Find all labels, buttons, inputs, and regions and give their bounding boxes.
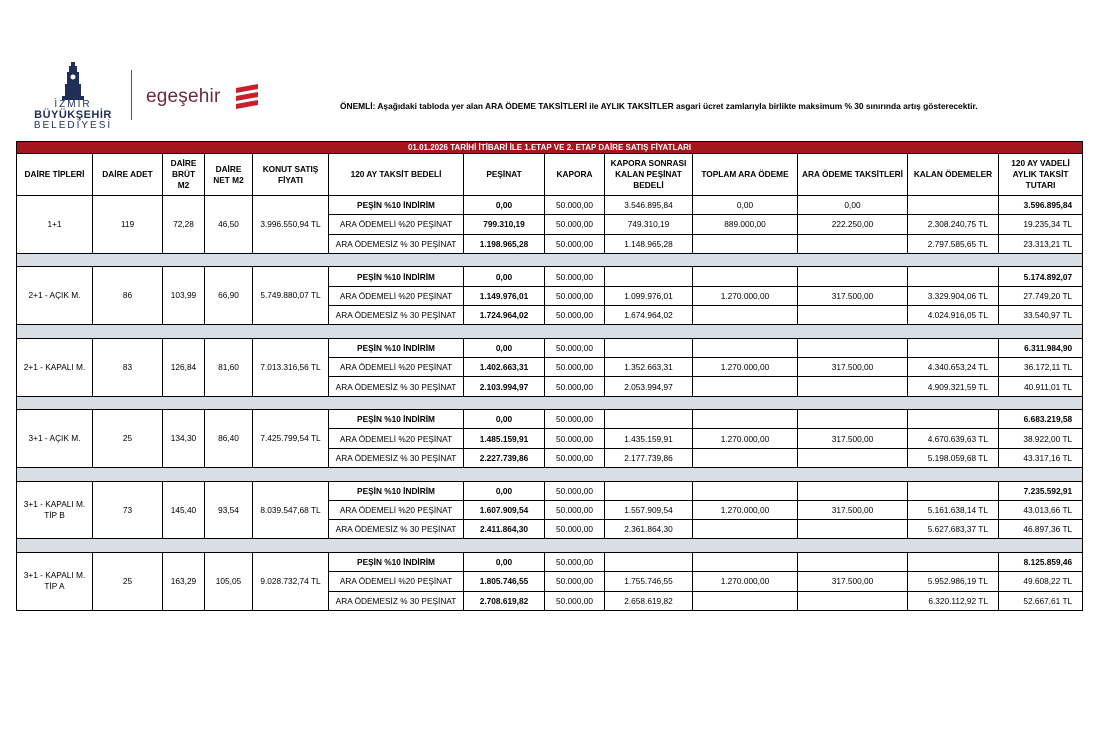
cell-monthly: 27.749,20 TL [999, 286, 1083, 305]
cell-interim-installments: 0,00 [798, 196, 908, 215]
cell-monthly: 33.540,97 TL [999, 305, 1083, 324]
cell-interim-installments [798, 591, 908, 610]
cell-after-deposit [605, 552, 693, 571]
cell-gross: 134,30 [163, 410, 205, 468]
cell-down: 1.607.909,54 [464, 500, 545, 519]
col-header-total-interim: TOPLAM ARA ÖDEME [693, 154, 798, 196]
cell-plan: ARA ÖDEMESİZ % 30 PEŞİNAT [329, 520, 464, 539]
col-header-type: DAİRE TİPLERİ [17, 154, 93, 196]
cell-deposit: 50.000,00 [545, 481, 605, 500]
cell-monthly: 23.313,21 TL [999, 234, 1083, 253]
cell-plan: ARA ÖDEMESİZ % 30 PEŞİNAT [329, 591, 464, 610]
cell-plan: ARA ÖDEMELİ %20 PEŞİNAT [329, 500, 464, 519]
cell-after-deposit: 1.352.663,31 [605, 358, 693, 377]
cell-interim-installments [798, 377, 908, 396]
cell-down: 2.708.619,82 [464, 591, 545, 610]
cell-deposit: 50.000,00 [545, 572, 605, 591]
cell-remaining [908, 196, 999, 215]
cell-plan: PEŞİN %10 İNDİRİM [329, 267, 464, 286]
cell-total-interim [693, 448, 798, 467]
cell-deposit: 50.000,00 [545, 305, 605, 324]
cell-down: 1.485.159,91 [464, 429, 545, 448]
cell-interim-installments [798, 481, 908, 500]
cell-down: 0,00 [464, 267, 545, 286]
cell-monthly: 8.125.859,46 [999, 552, 1083, 571]
cell-monthly: 43.317,16 TL [999, 448, 1083, 467]
cell-monthly: 3.596.895,84 [999, 196, 1083, 215]
cell-deposit: 50.000,00 [545, 286, 605, 305]
cell-monthly: 19.235,34 TL [999, 215, 1083, 234]
price-table [16, 141, 1083, 611]
col-header-count: DAİRE ADET [93, 154, 163, 196]
cell-monthly: 38.922,00 TL [999, 429, 1083, 448]
cell-interim-installments [798, 448, 908, 467]
cell-net: 66,90 [205, 267, 253, 325]
cell-remaining: 5.161.638,14 TL [908, 500, 999, 519]
cell-down: 1.724.964,02 [464, 305, 545, 324]
cell-net: 81,60 [205, 338, 253, 396]
cell-remaining: 6.320.112,92 TL [908, 591, 999, 610]
separator-cell [17, 253, 1083, 267]
group-separator [17, 325, 1083, 339]
cell-down: 0,00 [464, 196, 545, 215]
table-row [17, 410, 1083, 429]
logo-text-belediyesi: BELEDİYESİ [33, 120, 113, 131]
cell-count: 83 [93, 338, 163, 396]
cell-remaining: 4.024.916,05 TL [908, 305, 999, 324]
cell-down: 0,00 [464, 338, 545, 357]
cell-interim-installments [798, 552, 908, 571]
cell-after-deposit [605, 267, 693, 286]
table-row [17, 196, 1083, 215]
cell-down: 1.198.965,28 [464, 234, 545, 253]
cell-deposit: 50.000,00 [545, 448, 605, 467]
cell-remaining: 3.329.904,06 TL [908, 286, 999, 305]
cell-plan: ARA ÖDEMELİ %20 PEŞİNAT [329, 358, 464, 377]
izmir-municipality-logo [28, 62, 118, 132]
cell-plan: ARA ÖDEMESİZ % 30 PEŞİNAT [329, 234, 464, 253]
cell-total-interim [693, 481, 798, 500]
group-separator [17, 396, 1083, 410]
cell-after-deposit [605, 410, 693, 429]
cell-interim-installments [798, 410, 908, 429]
col-header-plan: 120 AY TAKSİT BEDELİ [329, 154, 464, 196]
cell-deposit: 50.000,00 [545, 500, 605, 519]
cell-total-interim: 1.270.000,00 [693, 500, 798, 519]
cell-interim-installments [798, 305, 908, 324]
cell-after-deposit: 1.435.159,91 [605, 429, 693, 448]
clock-tower-icon [58, 62, 88, 100]
cell-total-interim [693, 552, 798, 571]
cell-remaining: 5.627.683,37 TL [908, 520, 999, 539]
cell-gross: 163,29 [163, 552, 205, 610]
cell-down: 0,00 [464, 410, 545, 429]
cell-plan: ARA ÖDEMESİZ % 30 PEŞİNAT [329, 377, 464, 396]
table-row [17, 338, 1083, 357]
logo-text-izmir: İZMİR [54, 99, 92, 110]
cell-deposit: 50.000,00 [545, 410, 605, 429]
cell-after-deposit: 1.099.976,01 [605, 286, 693, 305]
cell-down: 2.227.739,86 [464, 448, 545, 467]
cell-net: 93,54 [205, 481, 253, 539]
cell-total-interim: 1.270.000,00 [693, 572, 798, 591]
cell-monthly: 5.174.892,07 [999, 267, 1083, 286]
cell-total-interim: 0,00 [693, 196, 798, 215]
cell-monthly: 52.667,61 TL [999, 591, 1083, 610]
cell-deposit: 50.000,00 [545, 552, 605, 571]
cell-down: 2.103.994,97 [464, 377, 545, 396]
cell-interim-installments: 317.500,00 [798, 429, 908, 448]
cell-remaining: 2.308.240,75 TL [908, 215, 999, 234]
cell-remaining: 2.797.585,65 TL [908, 234, 999, 253]
cell-interim-installments: 317.500,00 [798, 358, 908, 377]
cell-monthly: 7.235.592,91 [999, 481, 1083, 500]
cell-total-interim [693, 305, 798, 324]
separator-cell [17, 325, 1083, 339]
cell-after-deposit: 1.674.964,02 [605, 305, 693, 324]
separator-cell [17, 396, 1083, 410]
cell-total-interim [693, 338, 798, 357]
cell-gross: 145,40 [163, 481, 205, 539]
cell-interim-installments [798, 234, 908, 253]
cell-type: 1+1 [17, 196, 93, 254]
cell-remaining [908, 338, 999, 357]
cell-interim-installments [798, 267, 908, 286]
cell-after-deposit: 2.361.864,30 [605, 520, 693, 539]
cell-plan: ARA ÖDEMELİ %20 PEŞİNAT [329, 215, 464, 234]
cell-down: 1.402.663,31 [464, 358, 545, 377]
cell-price: 9.028.732,74 TL [253, 552, 329, 610]
cell-after-deposit: 1.148.965,28 [605, 234, 693, 253]
cell-after-deposit [605, 481, 693, 500]
cell-deposit: 50.000,00 [545, 591, 605, 610]
cell-after-deposit: 1.557.909,54 [605, 500, 693, 519]
cell-remaining: 4.340.653,24 TL [908, 358, 999, 377]
cell-monthly: 40.911,01 TL [999, 377, 1083, 396]
cell-count: 25 [93, 410, 163, 468]
cell-remaining [908, 552, 999, 571]
logo-text-buyuksehir: BÜYÜKŞEHİR [34, 109, 112, 121]
cell-deposit: 50.000,00 [545, 377, 605, 396]
cell-deposit: 50.000,00 [545, 520, 605, 539]
cell-after-deposit: 1.755.746,55 [605, 572, 693, 591]
group-separator [17, 468, 1083, 482]
col-header-gross: DAİRE BRÜT M2 [163, 154, 205, 196]
cell-net: 105,05 [205, 552, 253, 610]
cell-interim-installments: 222.250,00 [798, 215, 908, 234]
cell-remaining [908, 410, 999, 429]
cell-type: 2+1 - KAPALI M. [17, 338, 93, 396]
cell-after-deposit: 2.053.994,97 [605, 377, 693, 396]
cell-price: 7.425.799,54 TL [253, 410, 329, 468]
col-header-deposit: KAPORA [545, 154, 605, 196]
cell-after-deposit: 3.546.895,84 [605, 196, 693, 215]
cell-remaining: 5.952.986,19 TL [908, 572, 999, 591]
cell-total-interim [693, 410, 798, 429]
cell-interim-installments [798, 338, 908, 357]
group-separator [17, 539, 1083, 553]
cell-plan: PEŞİN %10 İNDİRİM [329, 338, 464, 357]
logo-divider [131, 70, 132, 120]
cell-price: 5.749.880,07 TL [253, 267, 329, 325]
cell-price: 3.996.550,94 TL [253, 196, 329, 254]
cell-down: 2.411.864,30 [464, 520, 545, 539]
cell-remaining [908, 481, 999, 500]
cell-deposit: 50.000,00 [545, 196, 605, 215]
table-row [17, 481, 1083, 500]
cell-monthly: 43.013,66 TL [999, 500, 1083, 519]
cell-remaining: 5.198.059,68 TL [908, 448, 999, 467]
table-title: 01.01.2026 TARİHİ İTİBARİ İLE 1.ETAP VE 2. ETAP DAİRE SATIŞ FİYATLARI [17, 142, 1083, 154]
cell-total-interim: 1.270.000,00 [693, 429, 798, 448]
col-header-down: PEŞİNAT [464, 154, 545, 196]
cell-type: 3+1 - AÇIK M. [17, 410, 93, 468]
cell-type: 2+1 - AÇIK M. [17, 267, 93, 325]
cell-net: 86,40 [205, 410, 253, 468]
cell-interim-installments: 317.500,00 [798, 500, 908, 519]
cell-total-interim [693, 267, 798, 286]
cell-price: 7.013.316,56 TL [253, 338, 329, 396]
cell-interim-installments: 317.500,00 [798, 572, 908, 591]
cell-total-interim: 889.000,00 [693, 215, 798, 234]
header-row [17, 154, 1083, 196]
cell-remaining: 4.909.321,59 TL [908, 377, 999, 396]
cell-deposit: 50.000,00 [545, 338, 605, 357]
cell-deposit: 50.000,00 [545, 234, 605, 253]
col-header-interim-installments: ARA ÖDEME TAKSİTLERİ [798, 154, 908, 196]
cell-down: 0,00 [464, 552, 545, 571]
cell-after-deposit: 2.177.739,86 [605, 448, 693, 467]
cell-plan: PEŞİN %10 İNDİRİM [329, 196, 464, 215]
cell-after-deposit: 2.658.619,82 [605, 591, 693, 610]
cell-type: 3+1 - KAPALI M. TİP A [17, 552, 93, 610]
col-header-monthly: 120 AY VADELİ AYLIK TAKSİT TUTARI [999, 154, 1083, 196]
cell-interim-installments [798, 520, 908, 539]
cell-deposit: 50.000,00 [545, 429, 605, 448]
cell-count: 73 [93, 481, 163, 539]
cell-monthly: 6.311.984,90 [999, 338, 1083, 357]
cell-total-interim [693, 377, 798, 396]
cell-monthly: 49.608,22 TL [999, 572, 1083, 591]
cell-plan: ARA ÖDEMESİZ % 30 PEŞİNAT [329, 448, 464, 467]
cell-plan: PEŞİN %10 İNDİRİM [329, 481, 464, 500]
cell-down: 1.149.976,01 [464, 286, 545, 305]
col-header-remaining: KALAN ÖDEMELER [908, 154, 999, 196]
cell-count: 119 [93, 196, 163, 254]
cell-monthly: 36.172,11 TL [999, 358, 1083, 377]
cell-deposit: 50.000,00 [545, 215, 605, 234]
table-row [17, 552, 1083, 571]
cell-monthly: 6.683.219,58 [999, 410, 1083, 429]
cell-monthly: 46.897,36 TL [999, 520, 1083, 539]
cell-down: 0,00 [464, 481, 545, 500]
group-separator [17, 253, 1083, 267]
cell-plan: ARA ÖDEMELİ %20 PEŞİNAT [329, 572, 464, 591]
cell-interim-installments: 317.500,00 [798, 286, 908, 305]
cell-plan: ARA ÖDEMELİ %20 PEŞİNAT [329, 429, 464, 448]
cell-down: 799.310,19 [464, 215, 545, 234]
cell-count: 86 [93, 267, 163, 325]
cell-plan: PEŞİN %10 İNDİRİM [329, 410, 464, 429]
document-header [0, 0, 1097, 140]
cell-total-interim [693, 591, 798, 610]
cell-gross: 126,84 [163, 338, 205, 396]
cell-deposit: 50.000,00 [545, 267, 605, 286]
cell-count: 25 [93, 552, 163, 610]
cell-remaining: 4.670.639,63 TL [908, 429, 999, 448]
cell-after-deposit [605, 338, 693, 357]
cell-remaining [908, 267, 999, 286]
cell-plan: PEŞİN %10 İNDİRİM [329, 552, 464, 571]
cell-type: 3+1 - KAPALI M. TİP B [17, 481, 93, 539]
cell-total-interim: 1.270.000,00 [693, 358, 798, 377]
cell-total-interim: 1.270.000,00 [693, 286, 798, 305]
cell-deposit: 50.000,00 [545, 358, 605, 377]
cell-net: 46,50 [205, 196, 253, 254]
cell-price: 8.039.547,68 TL [253, 481, 329, 539]
cell-after-deposit: 749.310,19 [605, 215, 693, 234]
col-header-price: KONUT SATIŞ FİYATI [253, 154, 329, 196]
cell-gross: 72,28 [163, 196, 205, 254]
brand-name: egeşehir [146, 86, 221, 107]
important-notice: ÖNEMLİ: Aşağıdaki tabloda yer alan ARA ÖDEME TAKSİTLERİ ile AYLIK TAKSİTLER asgari ücret zamlarıyla birlikte maksimum % 30 sınırında artış gösterecektir. [340, 101, 978, 111]
col-header-net: DAİRE NET M2 [205, 154, 253, 196]
table-row [17, 267, 1083, 286]
separator-cell [17, 539, 1083, 553]
cell-gross: 103,99 [163, 267, 205, 325]
cell-plan: ARA ÖDEMELİ %20 PEŞİNAT [329, 286, 464, 305]
egesehir-stripes-icon [234, 84, 260, 114]
cell-total-interim [693, 234, 798, 253]
cell-plan: ARA ÖDEMESİZ % 30 PEŞİNAT [329, 305, 464, 324]
cell-total-interim [693, 520, 798, 539]
col-header-after-deposit: KAPORA SONRASI KALAN PEŞİNAT BEDELİ [605, 154, 693, 196]
separator-cell [17, 468, 1083, 482]
cell-down: 1.805.746,55 [464, 572, 545, 591]
